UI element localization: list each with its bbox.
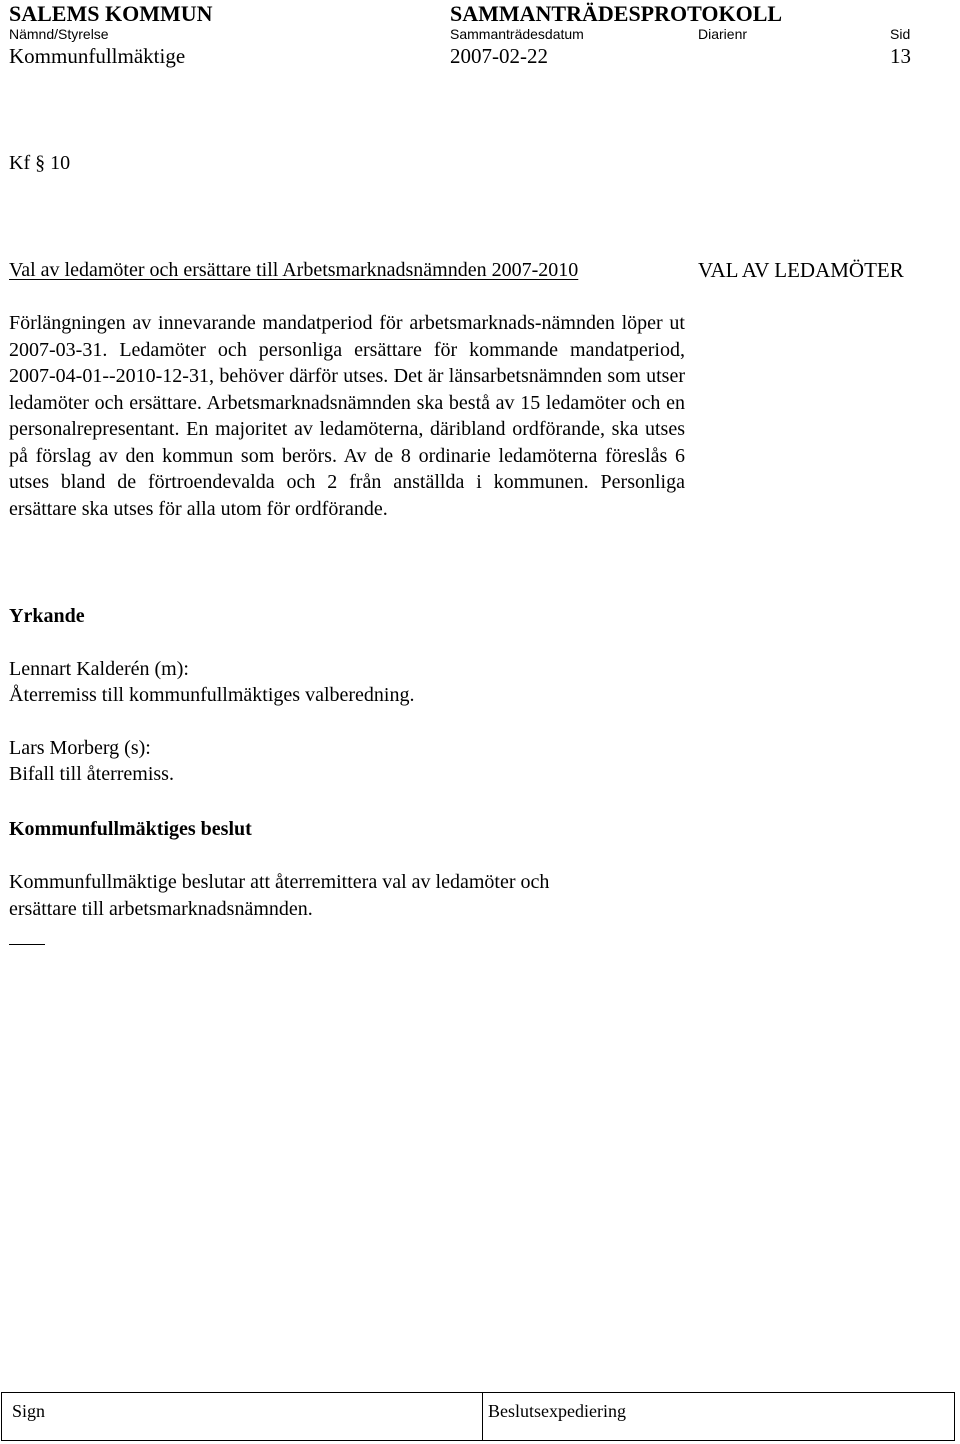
matter-paragraph: Förlängningen av innevarande mandatperiod för arbetsmarknads-nämnden löper ut 2007-03-31. Ledamöter och personliga ersättare för kommande mandatperiod, 2007-04-01--2010-12-31, behöver därför utses. Det är länsarbetsnämnden som utser ledamöter och ersättare. Arbetsmarknadsnämnden ska bestå av 15 ledamöter och en personalrepresentant. En majoritet av ledamöterna, däribland ordförande, ska utses på förslag av den kommun som berörs. Av de 8 ordinarie ledamöterna föreslås 6 utses bland de förtroendevalda och 2 från anställda i kommunen. Personliga ersättare ska utses för alla utom för ordförande. — [9, 312, 685, 520]
header-body-value: Kommunfullmäktige — [9, 44, 186, 68]
header-page-value: 13 — [890, 44, 911, 68]
document-type: SAMMANTRÄDESPROTOKOLL — [450, 1, 783, 26]
municipality-name: SALEMS KOMMUN — [9, 1, 213, 26]
motion-speaker: Lars Morberg (s): — [9, 737, 151, 759]
header-label-sid: Sid — [890, 26, 911, 42]
motion-speaker: Lennart Kalderén (m): — [9, 658, 189, 680]
decision-text-line: Kommunfullmäktige beslutar att återremittera val av ledamöter och — [9, 871, 550, 893]
header-label-body: Nämnd/Styrelse — [9, 26, 109, 42]
footer-sign-label: Sign — [12, 1401, 46, 1421]
footer-dispatch-label: Beslutsexpediering — [488, 1401, 626, 1421]
matter-title: Val av ledamöter och ersättare till Arbetsmarknadsnämnden 2007-2010 — [9, 259, 579, 281]
header-label-diarienr: Diarienr — [698, 26, 748, 42]
decision-text-line: ersättare till arbetsmarknadsnämnden. — [9, 898, 313, 920]
motions-heading: Yrkande — [9, 605, 85, 627]
end-of-section-rule — [9, 944, 45, 945]
footer-divider — [482, 1392, 483, 1441]
section-number: Kf § 10 — [9, 152, 71, 174]
footer-signature-box — [1, 1392, 955, 1441]
motion-text: Bifall till återremiss. — [9, 763, 174, 785]
header-label-date: Sammanträdesdatum — [450, 26, 584, 42]
motion-text: Återremiss till kommunfullmäktiges valberedning. — [9, 684, 415, 706]
decision-heading: Kommunfullmäktiges beslut — [9, 818, 252, 840]
header-date-value: 2007-02-22 — [450, 44, 548, 68]
matter-side-label: VAL AV LEDAMÖTER — [698, 258, 904, 282]
